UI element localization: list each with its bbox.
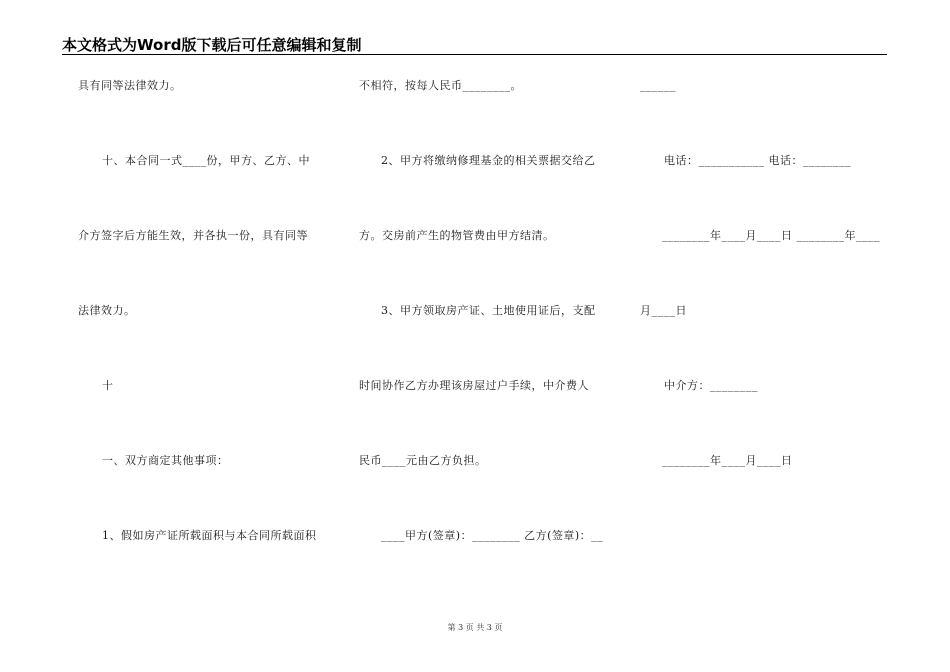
text-line: 方。交房前产生的物管费由甲方结清。 (359, 229, 555, 242)
text-line: 电话：___________ 电话：________ (664, 154, 851, 167)
text-line: 十 (102, 379, 114, 392)
text-line: 介方签字后方能生效，并各执一份，具有同等 (78, 229, 308, 242)
column-left (78, 0, 338, 672)
text-line: 2、甲方将缴纳修理基金的相关票据交给乙 (381, 154, 596, 167)
text-line: ____甲方(签章)：________ 乙方(签章)：__ (381, 529, 604, 542)
text-line: ______ (640, 79, 676, 92)
text-line: 中介方：________ (664, 379, 758, 392)
text-line: ________年____月____日 ________年____ (662, 229, 880, 242)
column-right (640, 0, 900, 672)
text-line: 民币____元由乙方负担。 (359, 454, 487, 467)
text-line: 3、甲方领取房产证、土地使用证后，支配 (381, 304, 596, 317)
text-line: 不相符，按每人民币________。 (359, 79, 522, 92)
text-line: 一、双方商定其他事项： (102, 454, 229, 467)
text-line: 十、本合同一式____份，甲方、乙方、中 (102, 154, 310, 167)
text-line: 1、假如房产证所载面积与本合同所载面积 (102, 529, 317, 542)
text-line: 时间协作乙方办理该房屋过户手续，中介费人 (359, 379, 589, 392)
column-middle (359, 0, 619, 672)
page-number: 第 3 页 共 3 页 (447, 623, 503, 632)
text-line: 月____日 (640, 304, 687, 317)
text-line: 法律效力。 (78, 304, 136, 317)
header-title: 本文格式为Word版下载后可任意编辑和复制 (62, 36, 362, 54)
page-footer (0, 622, 950, 633)
text-line: ________年____月____日 (662, 454, 793, 467)
text-line: 具有同等法律效力。 (78, 79, 182, 92)
